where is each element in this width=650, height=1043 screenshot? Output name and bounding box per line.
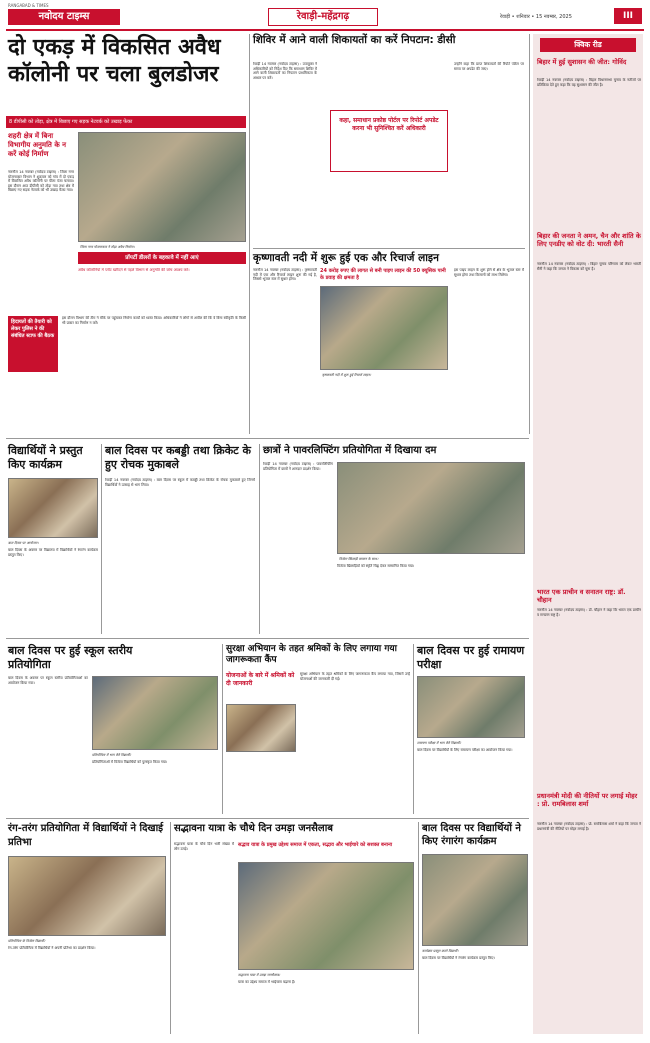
row4-story2-body-cont: यात्रा का उद्देश्य समाज में भाईचारा बढ़ाना है। [238, 980, 296, 984]
row3-story2-body: सुरक्षा अभियान के तहत श्रमिकों के लिए जागरूकता कैंप लगाया गया, जिसमें उन्हें योजनाओं की जानकारी दी गई। [300, 672, 410, 681]
row2-story1-caption: बाल दिवस पर आयोजन। [8, 541, 39, 545]
page-number: III [614, 8, 642, 24]
sidebar-item-3-body: नारनौल 14 नवम्बर (नवोदय टाइम्स) : डॉ. चौहान ने कहा कि भारत एक प्राचीन व सनातन राष्ट्र है। [537, 608, 641, 617]
row2-story3-photo [337, 462, 525, 554]
story1-headline: दो एकड़ में विकसित अवैध कॉलोनी पर चला बुलडोजर [8, 35, 221, 87]
row3-story2-headline: सुरक्षा अभियान के तहत श्रमिकों के लिए लगाया गया जागरूकता कैंप [226, 644, 397, 665]
story1-photo-caption: जिला नगर योजनाकार ने तोड़ा अवैध निर्माण। [80, 245, 135, 249]
sidebar-item-4-body: नारनौल 14 नवम्बर (नवोदय टाइम्स) : प्रो. रामबिलास शर्मा ने कहा कि जनता ने प्रधानमंत्री की नीतियों पर मोहर लगाई है। [537, 822, 641, 831]
row4-story3-body: बाल दिवस पर विद्यार्थियों ने रंगारंग कार्यक्रम प्रस्तुत किए। [422, 956, 495, 960]
story1-quote: हिदायतों की तैयारी को लेकर पुलिस ने की संबंधित स्टाफ की बैठक [8, 316, 58, 372]
row2-story3-headline: छात्रों ने पावरलिफ्टिंग प्रतियोगिता में दिखाया दम [263, 445, 437, 456]
row2-story3-body-cont: विजेता खिलाड़ियों को स्मृति चिह्न देकर सम्मानित किया गया। [337, 564, 415, 568]
story1-box-text: अवैध कॉलोनियों में प्लॉट खरीदने से पहले विभाग से अनुमति की जांच अवश्य करें। [78, 268, 190, 272]
row2-story1-photo [8, 478, 98, 538]
story2-body-cont: उन्होंने कहा कि प्राप्त शिकायतों की रिपोर्ट पोर्टल पर समय पर अपडेट की जाए। [454, 62, 524, 71]
row4-story3-caption: कार्यक्रम प्रस्तुत करते विद्यार्थी। [422, 949, 459, 953]
section-title: रेवाड़ी-महेंद्रगढ़ [268, 8, 378, 26]
sidebar-item-2-headline: बिहार की जनता ने अमन, चैन और शांति के लिए एनडीए को वोट दी: भारती सैनी [537, 232, 641, 248]
row2-story1-body: बाल दिवस के अवसर पर विद्यालय में विद्यार्थियों ने रंगारंग कार्यक्रम प्रस्तुत किए। [8, 548, 98, 557]
row4-story2-subhead: सद्भाव यात्रा के प्रमुख उद्देश्य समाज में एकता, सद्भाव और भाईचारे को सशक्त बनाना [238, 842, 393, 848]
row3-story1-headline: बाल दिवस पर हुई स्कूल स्तरीय प्रतियोगिता [8, 644, 133, 671]
story1-subhead: शहरी क्षेत्र में बिना विभागीय अनुमति के न करें कोई निर्माण [8, 132, 67, 158]
row4-story3-photo [422, 854, 528, 946]
row4-story1-photo [8, 856, 166, 936]
masthead: नवोदय टाइम्स [8, 9, 120, 25]
row3-story1-body: बाल दिवस के अवसर पर स्कूल स्तरीय प्रतियोगिताओं का आयोजन किया गया। [8, 676, 88, 685]
sidebar-item-4-headline: प्रधानमंत्री मोदी की नीतियों पर लगाई मोहर : प्रो. रामबिलास शर्मा [537, 792, 638, 808]
sidebar-item-1-headline: बिहार में हुई सुशासन की जीत: गोविंद [537, 58, 627, 66]
story2-body: रेवाड़ी 14 नवम्बर (नवोदय टाइम्स) : उपायुक्त ने अधिकारियों को निर्देश दिए कि समाधान शिविर में आने वाली शिकायतों का निपटान प्राथमिकता के आधार पर करें। [253, 62, 317, 80]
row4-story2-photo [238, 862, 414, 970]
story2-pull-quote: कहा, समाधान प्रकोष्ठ पोर्टल पर रिपोर्ट अपडेट करना भी सुनिश्चित करें अधिकारी [330, 110, 448, 172]
row4-story2-headline: सद्भावना यात्रा के चौथे दिन उमड़ा जनसैलाब [174, 823, 333, 834]
story3-subhead: 24 करोड़ रुपए की लागत से बनी पाइप लाइन की 50 क्यूसिक पानी के प्रवाह की क्षमता है [320, 268, 446, 281]
row3-story1-caption: प्रतियोगिता में भाग लेते विद्यार्थी। [92, 753, 132, 757]
story3-body-cont: इस पाइप लाइन के शुरू होने से क्षेत्र के भूजल स्तर में सुधार होगा तथा किसानों को लाभ मिलेगा। [454, 268, 524, 277]
dateline: रेवाड़ी • शनिवार • 15 नवम्बर, 2025 [500, 14, 572, 20]
story3-body: नारनौल 14 नवम्बर (नवोदय टाइम्स) : कृष्णावती नदी में एक और रिचार्ज लाइन शुरू की गई है, जिससे भूजल स्तर में सुधार होगा। [253, 268, 317, 282]
row3-story1-body-cont: प्रतियोगिताओं में विजेता विद्यार्थियों को पुरस्कृत किया गया। [92, 760, 168, 764]
row3-story2-photo [226, 704, 296, 752]
row4-story1-body: रंग-तरंग प्रतियोगिता में विद्यार्थियों ने अपनी प्रतिभा का प्रदर्शन किया। [8, 946, 96, 950]
row3-story3-photo [417, 676, 525, 738]
story3-photo-caption: कृष्णावती नदी में शुरू हुई रिचार्ज लाइन। [322, 373, 372, 377]
row4-story1-headline: रंग-तरंग प्रतियोगिता में विद्यार्थियों ने दिखाई प्रतिभा [8, 823, 164, 848]
row3-story3-caption: रामायण परीक्षा में भाग लेते विद्यार्थी। [417, 741, 462, 745]
row4-story1-caption: प्रतियोगिता के विजेता विद्यार्थी। [8, 939, 46, 943]
story1-box-title: प्रॉपर्टी डीलरों के बहकावे में नहीं आएं [78, 252, 246, 264]
row4-story2-caption: सद्भावना यात्रा में उमड़ा जनसैलाब। [238, 973, 281, 977]
sidebar-item-2-body: नारनौल 14 नवम्बर (नवोदय टाइम्स) : बिहार चुनाव परिणाम को लेकर भारती सैनी ने कहा कि जनता ने विकास को चुना है। [537, 262, 641, 271]
row4-story2-body: सद्भावना यात्रा के चौथे दिन भारी संख्या में लोग उमड़े। [174, 842, 234, 851]
sidebar-title: क्विक रीड [540, 38, 636, 52]
story1-body-cont: इस दौरान विभाग की टीम ने मौके पर पहुंचकर निर्माण कार्यों को ध्वस्त किया। अधिकारियों ने लोगों से अपील की कि वे बिना स्वीकृति के किसी भी प्रकार का निर्माण न करें। [62, 316, 246, 325]
row2-story3-caption: विजेता खिलाड़ी सम्मान के साथ। [339, 557, 379, 561]
story1-photo [78, 132, 246, 242]
row2-story2-headline: बाल दिवस पर कबड्डी तथा क्रिकेट के हुए रोचक मुकाबले [105, 444, 251, 471]
story1-body: नारनौल 14 नवम्बर (नवोदय टाइम्स) : जिला नगर योजनाकार विभाग ने शुक्रवार को गांव में दो एकड़ में विकसित अवैध कॉलोनी पर पीला पंजा चलाया। इस दौरान आठ डीपीसी को तोड़ा गया तथा क्षेत्र में बिछाए गए सड़क नेटवर्क को भी उखाड़ फेंका गया। [8, 170, 74, 193]
top-label: RANGABAD & TIMES [8, 3, 49, 8]
sidebar-item-3-headline: भारत एक प्राचीन व सनातन राष्ट्र: डॉ. चौहान [537, 588, 626, 604]
story2-headline: शिविर में आने वाली शिकायतों का करें निपटान: डीसी [253, 34, 456, 46]
row3-story2-subhead: योजनाओं के बारे में श्रमिकों को दी जानकारी [226, 672, 295, 687]
row3-story3-headline: बाल दिवस पर हुई रामायण परीक्षा [417, 644, 525, 671]
sidebar-item-1-body: रेवाड़ी 14 नवम्बर (नवोदय टाइम्स) : बिहार विधानसभा चुनाव के नतीजों पर प्रतिक्रिया देते हुए कहा कि यह सुशासन की जीत है। [537, 78, 641, 87]
row2-story2-body: रेवाड़ी 14 नवम्बर (नवोदय टाइम्स) : बाल दिवस पर स्कूल में कबड्डी तथा क्रिकेट के रोचक मुकाबले हुए जिनमें विद्यार्थियों ने उत्साह से भाग लिया। [105, 478, 255, 487]
row4-story3-headline: बाल दिवस पर विद्यार्थियों ने किए रंगारंग कार्यक्रम [422, 823, 521, 847]
story3-headline: कृष्णावती नदी में शुरू हुई एक और रिचार्ज लाइन [253, 252, 439, 264]
row3-story3-body: बाल दिवस पर विद्यार्थियों के लिए रामायण परीक्षा का आयोजन किया गया। [417, 748, 513, 752]
story3-photo [320, 286, 448, 370]
row2-story3-body: रेवाड़ी 14 नवम्बर (नवोदय टाइम्स) : पावरलिफ्टिंग प्रतियोगिता में छात्रों ने शानदार प्रदर्शन किया। [263, 462, 333, 471]
row2-story1-headline: विद्यार्थियों ने प्रस्तुत किए कार्यक्रम [8, 444, 83, 471]
row3-story1-photo [92, 676, 218, 750]
story1-strap: 8 डीपीसी को तोड़ा, क्षेत्र में बिछाए गए सड़क नेटवर्क को उखाड़ फेंका [6, 116, 246, 128]
